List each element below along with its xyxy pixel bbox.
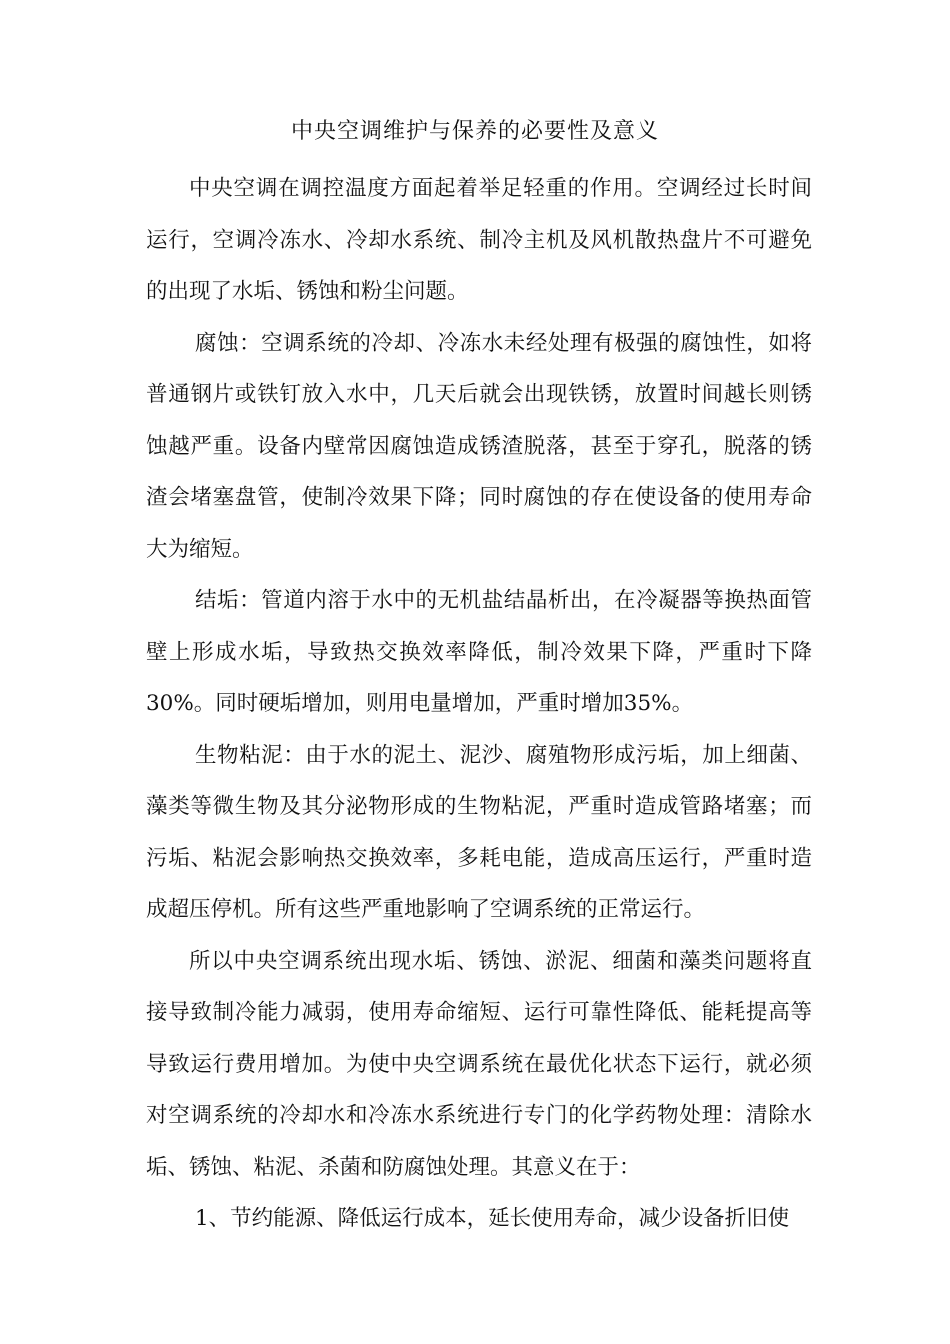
paragraph-conclusion: 所以中央空调系统出现水垢、锈蚀、淤泥、细菌和藻类问题将直接导致制冷能力减弱，使用寿命缩短、运行可靠性降低、能耗提高等导致运行费用增加。为使中央空调系统在最优化状态下运行，就必须对空调系统的冷却水和冷冻水系统进行专门的化学药物处理：清除水垢、锈蚀、粘泥、杀菌和防腐蚀处理。其意义在于：	[146, 948, 812, 1180]
paragraph-biological-slime: 生物粘泥：由于水的泥土、泥沙、腐殖物形成污垢，加上细菌、藻类等微生物及其分泌物形成的生物粘泥，严重时造成管路堵塞；而污垢、粘泥会影响热交换效率，多耗电能，造成高压运行，严重时造成超压停机。所有这些严重地影响了空调系统的正常运行。	[146, 742, 812, 922]
document-title: 中央空调维护与保养的必要性及意义	[290, 119, 659, 144]
paragraph-intro: 中央空调在调控温度方面起着举足轻重的作用。空调经过长时间运行，空调冷冻水、冷却水系统、制冷主机及风机散热盘片不可避免的出现了水垢、锈蚀和粉尘问题。	[146, 176, 812, 304]
list-item-1: 1、节约能源、降低运行成本，延长使用寿命，减少设备折旧使	[195, 1206, 790, 1231]
paragraph-corrosion: 腐蚀：空调系统的冷却、冷冻水未经处理有极强的腐蚀性，如将普通钢片或铁钉放入水中，几天后就会出现铁锈，放置时间越长则锈蚀越严重。设备内壁常因腐蚀造成锈渣脱落，甚至于穿孔，脱落的锈渣会堵塞盘管，使制冷效果下降；同时腐蚀的存在使设备的使用寿命大为缩短。	[146, 330, 812, 562]
paragraph-scaling: 结垢：管道内溶于水中的无机盐结晶析出，在冷凝器等换热面管壁上形成水垢，导致热交换效率降低，制冷效果下降，严重时下降30%。同时硬垢增加，则用电量增加，严重时增加35%。	[146, 588, 812, 716]
document-body	[146, 163, 812, 1245]
